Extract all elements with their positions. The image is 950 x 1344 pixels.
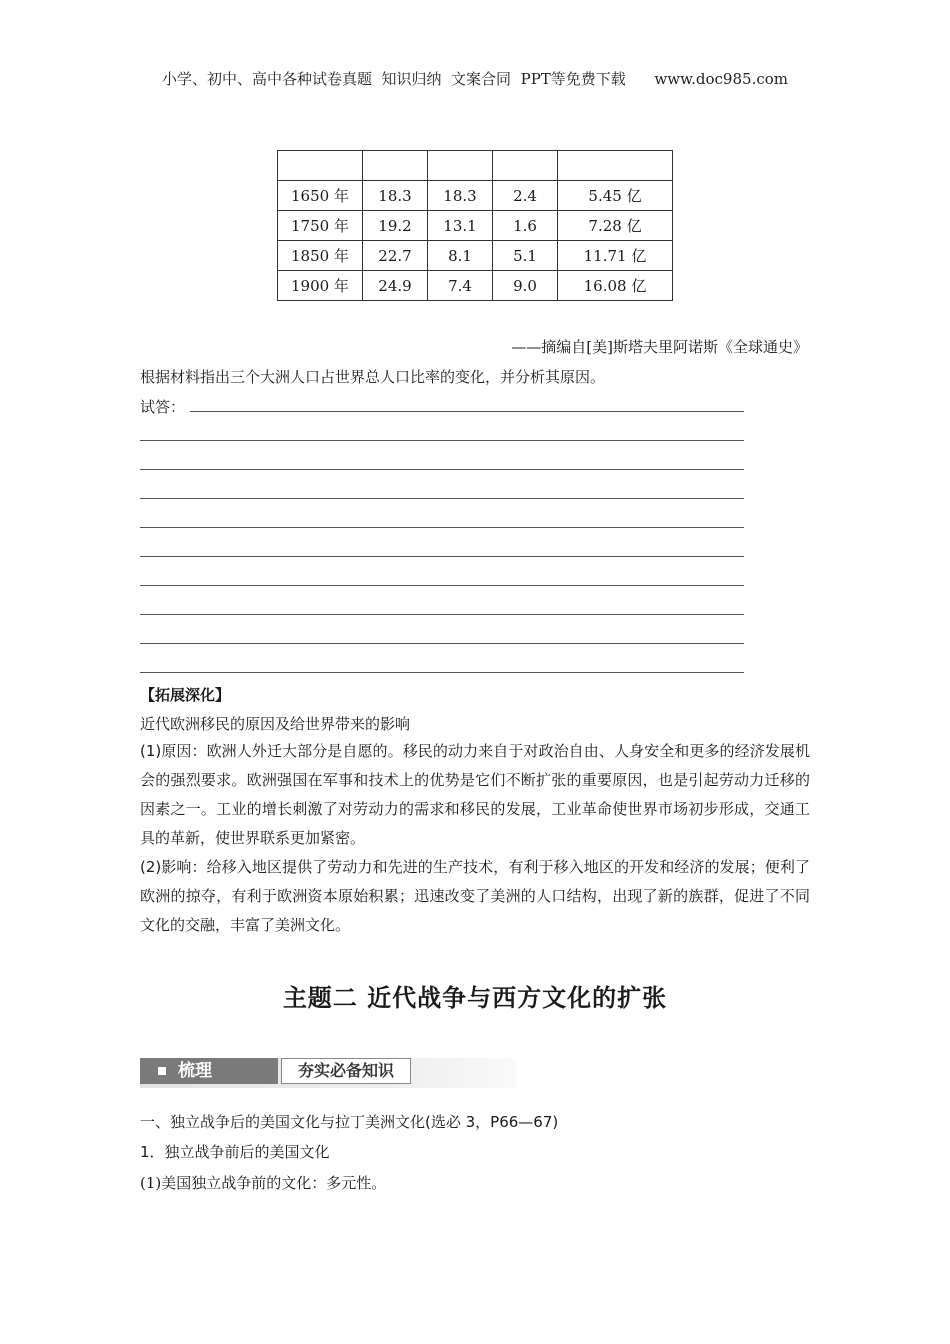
table-cell: 24.9 bbox=[363, 271, 428, 301]
table-cell bbox=[493, 151, 558, 181]
table-cell: 13.1 bbox=[428, 211, 493, 241]
table-cell bbox=[363, 151, 428, 181]
extension-paragraph-2: (2)影响：给移入地区提供了劳动力和先进的生产技术，有利于移入地区的开发和经济的发展；便利了欧洲的掠夺，有利于欧洲资本原始积累；迅速改变了美洲的人口结构，出现了新的族群，促进了不同文化的交融，丰富了美洲文化。 bbox=[140, 858, 810, 934]
subsection-item: (1)美国独立战争前的文化：多元性。 bbox=[140, 1174, 387, 1192]
table-cell: 8.1 bbox=[428, 241, 493, 271]
table-row bbox=[278, 181, 673, 211]
answer-line[interactable] bbox=[140, 585, 744, 586]
table-cell: 7.28 亿 bbox=[558, 211, 673, 241]
banner-label-left bbox=[140, 1058, 278, 1084]
table-cell: 22.7 bbox=[363, 241, 428, 271]
page-header: 小学、初中、高中各种试卷真题 知识归纳 文案合同 PPT等免费下载 www.doc985.com bbox=[161, 70, 788, 88]
table-cell: 11.71 亿 bbox=[558, 241, 673, 271]
table-cell: 2.4 bbox=[493, 181, 558, 211]
table-row bbox=[278, 211, 673, 241]
table-cell: 5.45 亿 bbox=[558, 181, 673, 211]
table-cell: 1650 年 bbox=[278, 181, 363, 211]
table-cell bbox=[428, 151, 493, 181]
table-cell: 1750 年 bbox=[278, 211, 363, 241]
table-cell: 16.08 亿 bbox=[558, 271, 673, 301]
table-row bbox=[278, 271, 673, 301]
theme-title: 主题二 近代战争与西方文化的扩张 bbox=[282, 984, 668, 1012]
table-cell: 19.2 bbox=[363, 211, 428, 241]
answer-line[interactable] bbox=[140, 672, 744, 673]
answer-line[interactable] bbox=[140, 643, 744, 644]
table-header-row bbox=[278, 151, 673, 181]
table-row bbox=[278, 241, 673, 271]
extension-subtitle: 近代欧洲移民的原因及给世界带来的影响 bbox=[140, 715, 411, 733]
square-icon bbox=[158, 1067, 166, 1075]
extension-heading: 【拓展深化】 bbox=[140, 686, 231, 704]
table-cell: 1850 年 bbox=[278, 241, 363, 271]
extension-paragraph-1: (1)原因：欧洲人外迁大部分是自愿的。移民的动力来自于对政治自由、人身安全和更多的经济发展机会的强烈要求。欧洲强国在军事和技术上的优势是它们不断扩张的重要原因，也是引起劳动力迁移的因素之一。工业的增长刺激了对劳动力的需求和移民的发展，工业革命使世界市场初步形成，交通工具的革新，使世界联系更加紧密。 bbox=[140, 742, 810, 847]
table-cell bbox=[558, 151, 673, 181]
subsection-heading: 1．独立战争前后的美国文化 bbox=[140, 1143, 330, 1161]
answer-line[interactable] bbox=[140, 469, 744, 470]
table-cell: 18.3 bbox=[428, 181, 493, 211]
banner-label-right: 夯实必备知识 bbox=[281, 1058, 411, 1084]
answer-line[interactable] bbox=[140, 527, 744, 528]
answer-line[interactable] bbox=[140, 498, 744, 499]
table-cell: 1.6 bbox=[493, 211, 558, 241]
table-cell: 7.4 bbox=[428, 271, 493, 301]
answer-line[interactable] bbox=[140, 614, 744, 615]
table-cell: 18.3 bbox=[363, 181, 428, 211]
source-citation: ——摘编自[美]斯塔夫里阿诺斯《全球通史》 bbox=[511, 338, 808, 356]
answer-label: 试答： bbox=[140, 398, 186, 416]
answer-line[interactable] bbox=[140, 440, 744, 441]
answer-line[interactable] bbox=[140, 556, 744, 557]
table-cell: 9.0 bbox=[493, 271, 558, 301]
section-heading: 一、独立战争后的美国文化与拉丁美洲文化(选必 3，P66—67) bbox=[140, 1113, 559, 1131]
table-cell bbox=[278, 151, 363, 181]
banner-left-text: 梳理 bbox=[178, 1061, 212, 1081]
table-cell: 5.1 bbox=[493, 241, 558, 271]
question-text: 根据材料指出三个大洲人口占世界总人口比率的变化，并分析其原因。 bbox=[140, 368, 606, 386]
table-cell: 1900 年 bbox=[278, 271, 363, 301]
population-table bbox=[277, 150, 673, 301]
answer-line[interactable] bbox=[190, 411, 744, 412]
